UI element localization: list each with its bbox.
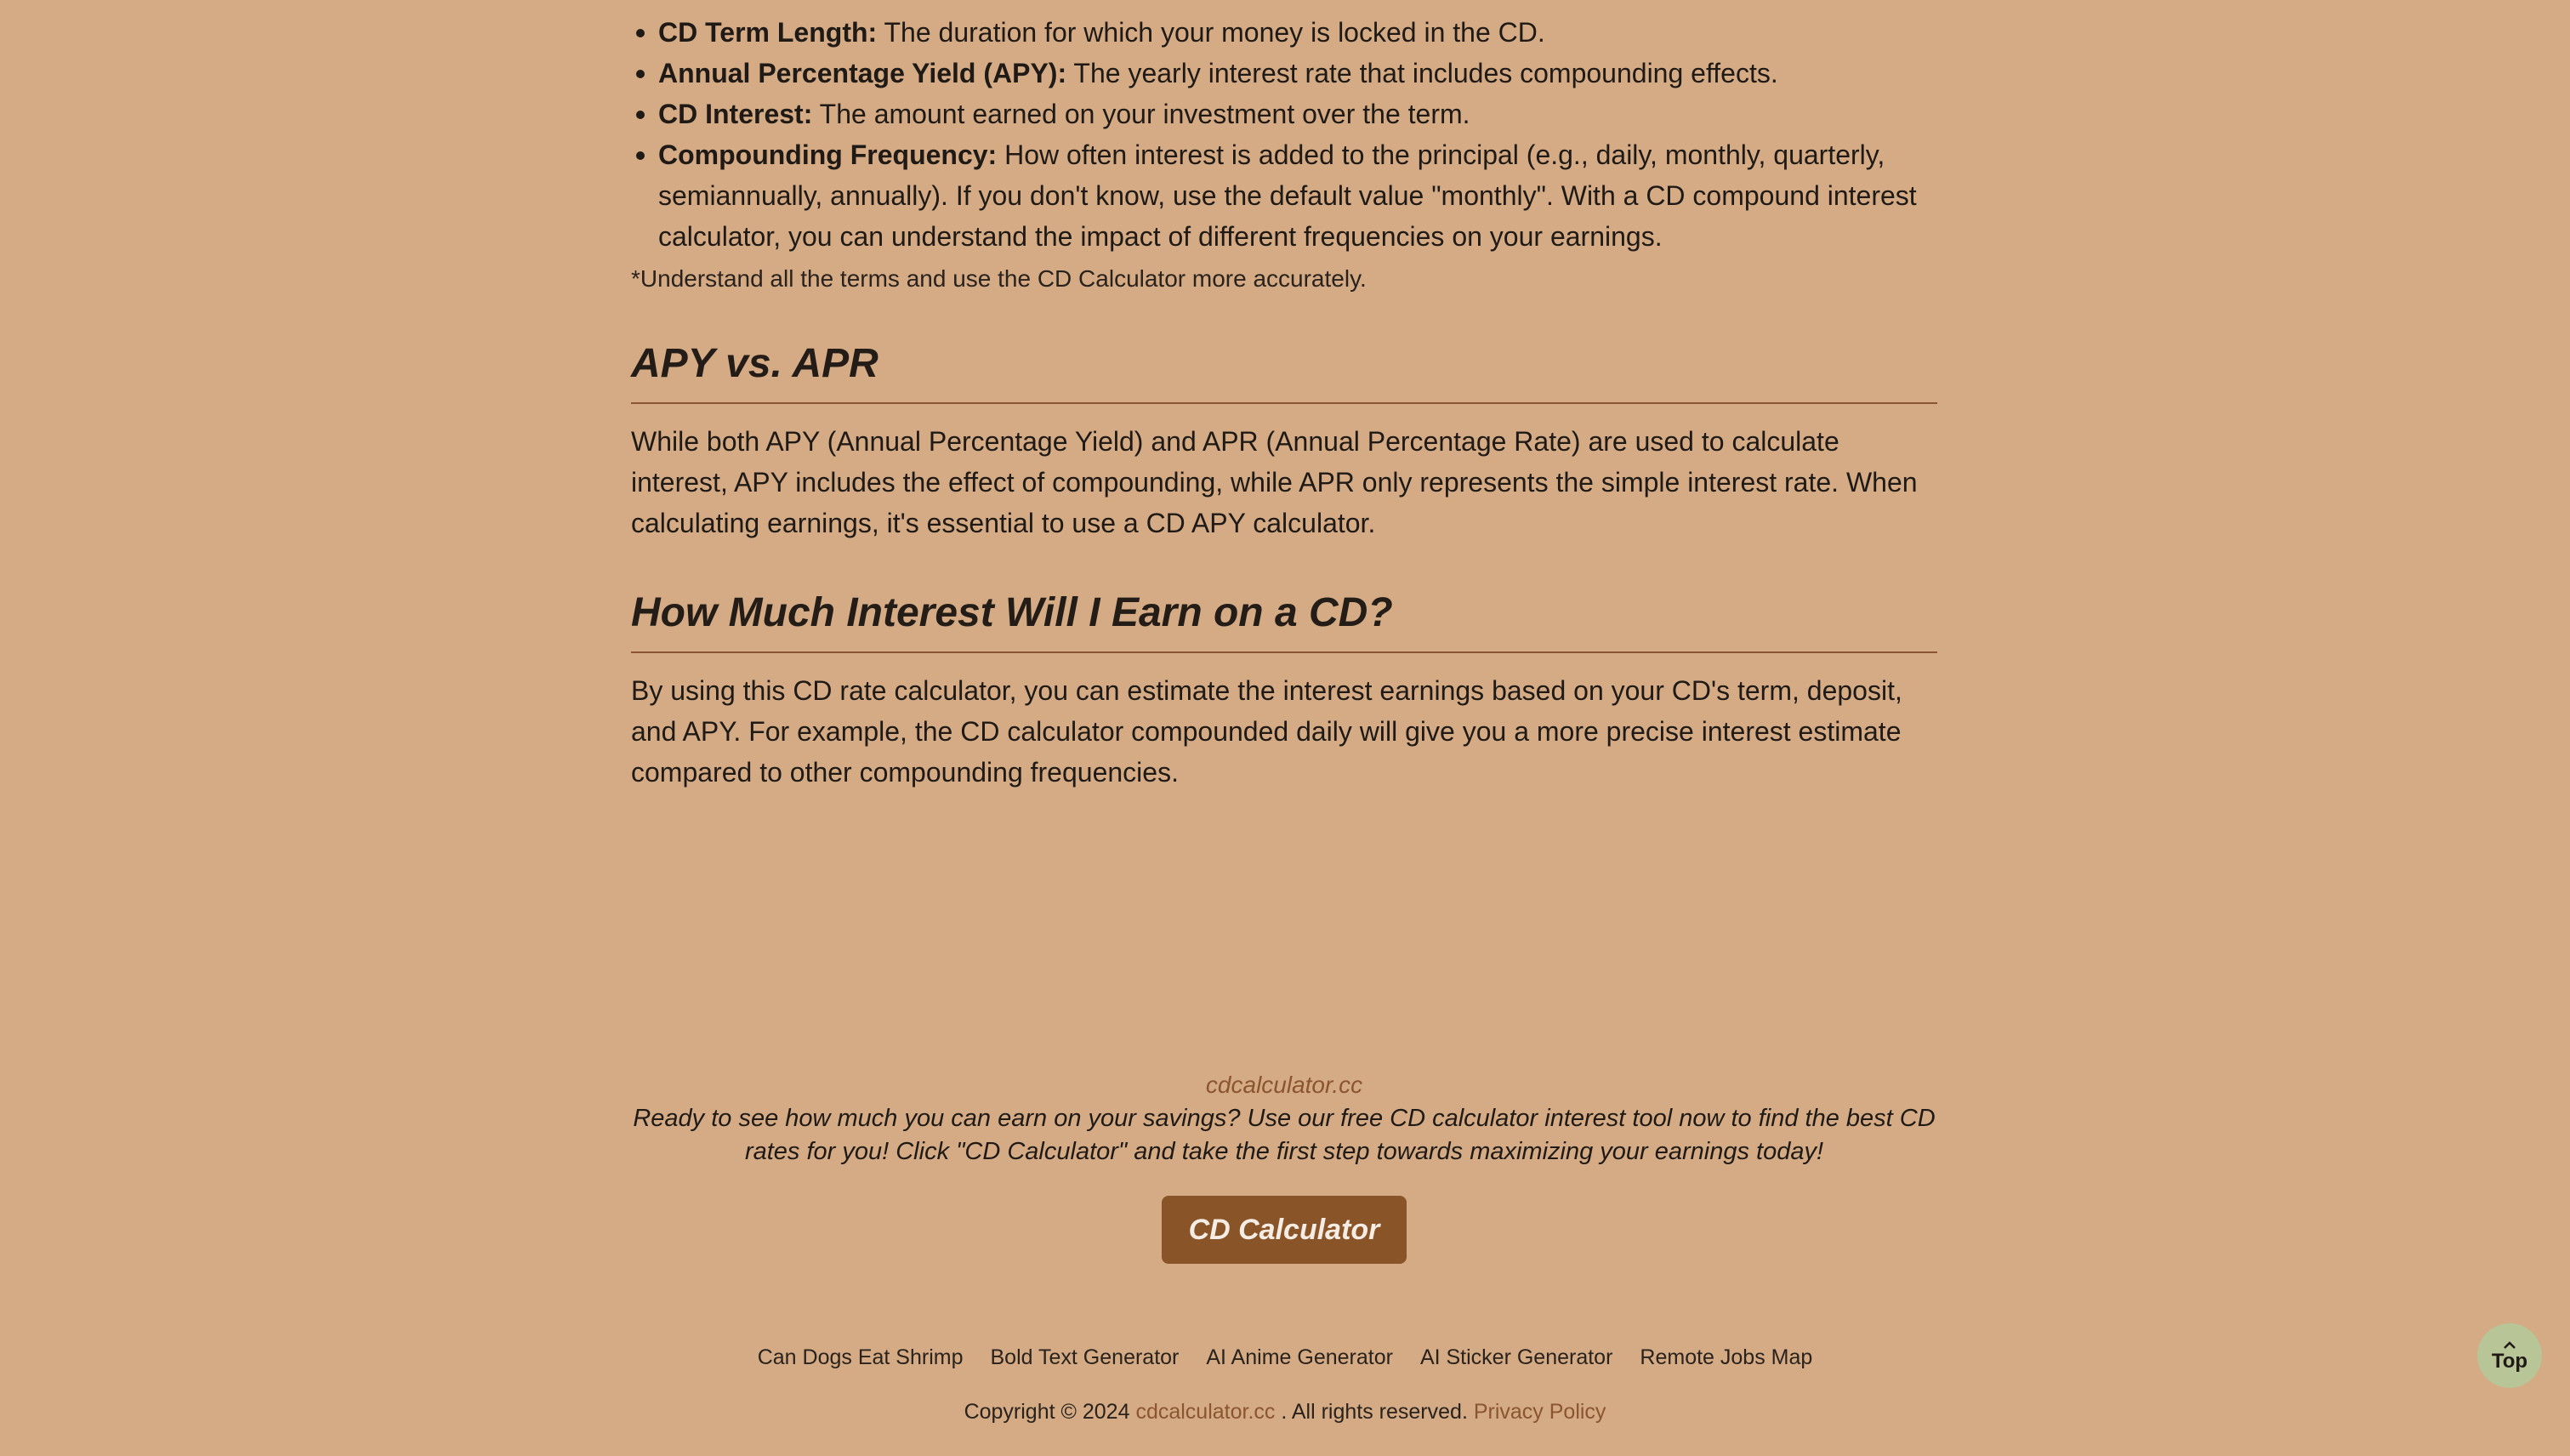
term-description: The amount earned on your investment over the term. (812, 99, 1470, 129)
chevron-up-icon (2503, 1339, 2516, 1351)
article-content (631, 0, 1937, 793)
footer-link-can-dogs-eat-shrimp[interactable]: Can Dogs Eat Shrimp (757, 1345, 964, 1369)
term-label: CD Interest: (658, 99, 813, 129)
list-item (631, 94, 1937, 134)
list-item (631, 53, 1937, 94)
copyright-site-link[interactable]: cdcalculator.cc (1135, 1400, 1276, 1424)
cta-text: Ready to see how much you can earn on your savings? Use our free CD calculator interest tool now to find the best CD rates for you! Click "CD Calculator" and take the first step towards maximizing your earnings today! (633, 1105, 1936, 1165)
cta-block (631, 1068, 1937, 1264)
list-item (631, 134, 1937, 257)
terms-list (631, 12, 1937, 257)
term-description: The duration for which your money is locked in the CD. (877, 17, 1545, 48)
copyright-suffix: . All rights reserved. (1275, 1400, 1474, 1424)
section-body-interest: By using this CD rate calculator, you can estimate the interest earnings based on your CD's term, deposit, and APY. For example, the CD calculator compounded daily will give you a more precise interest estimate compared to other compounding frequencies. (631, 675, 1902, 788)
term-label: Annual Percentage Yield (APY): (658, 58, 1067, 88)
term-description: The yearly interest rate that includes compounding effects. (1066, 58, 1778, 88)
copyright-prefix: Copyright © 2024 (964, 1400, 1136, 1424)
site-link[interactable]: cdcalculator.cc (1205, 1072, 1363, 1098)
list-item (631, 12, 1937, 53)
terms-note: *Understand all the terms and use the CD Calculator more accurately. (631, 265, 1367, 292)
term-label: CD Term Length: (658, 17, 878, 48)
section-title-interest: How Much Interest Will I Earn on a CD? (631, 589, 1937, 653)
privacy-policy-link[interactable]: Privacy Policy (1473, 1400, 1606, 1424)
footer-link-bold-text-generator[interactable]: Bold Text Generator (990, 1345, 1180, 1369)
copyright (0, 1400, 2570, 1425)
cd-calculator-button[interactable]: CD Calculator (1162, 1196, 1407, 1264)
section-body-apy-vs-apr: While both APY (Annual Percentage Yield) and APR (Annual Percentage Rate) are used to calculate interest, APY includes the effect of compounding, while APR only represents the simple interest rate. When calculating earnings, it's essential to use a CD APY calculator. (631, 426, 1918, 538)
footer-link-ai-sticker-generator[interactable]: AI Sticker Generator (1419, 1345, 1613, 1369)
term-label: Compounding Frequency: (658, 139, 998, 170)
term-description: How often interest is added to the principal (e.g., daily, monthly, quarterly, semiannually, annually). If you don't know, use the default value "monthly". With a CD compound interest calculator, you can understand the impact of different frequencies on your earnings. (658, 139, 1917, 252)
footer-link-remote-jobs-map[interactable]: Remote Jobs Map (1640, 1345, 1813, 1369)
back-to-top-button[interactable] (2477, 1323, 2542, 1388)
section-title-apy-vs-apr: APY vs. APR (631, 340, 1937, 404)
footer-link-ai-anime-generator[interactable]: AI Anime Generator (1206, 1345, 1393, 1369)
footer-links (0, 1345, 2570, 1370)
back-to-top-label: Top (2491, 1350, 2528, 1373)
